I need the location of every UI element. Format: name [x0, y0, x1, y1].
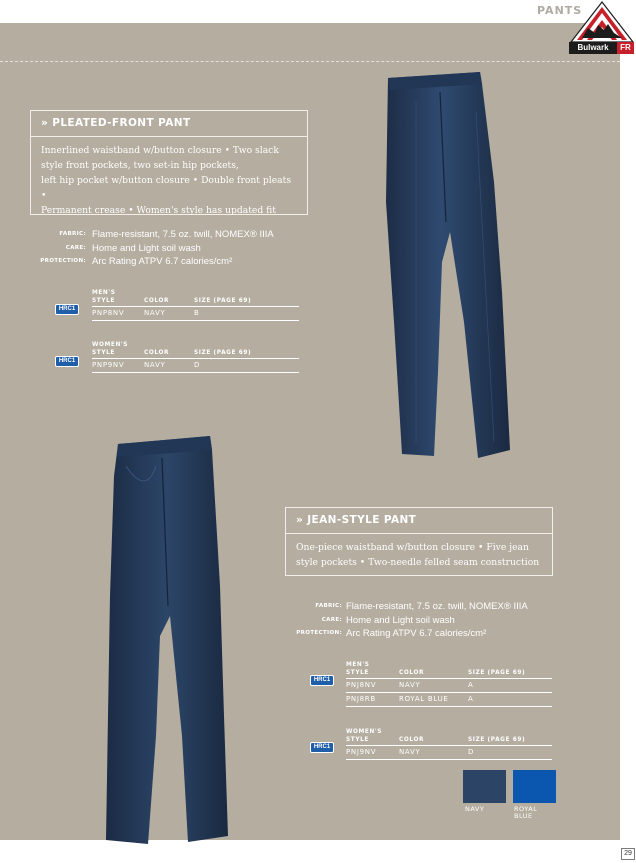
hrc-badge: HRC1 [55, 304, 79, 315]
column-header: STYLE [346, 670, 369, 676]
jean-description [286, 534, 552, 570]
dashed-divider [0, 61, 620, 62]
jean-specs [250, 601, 550, 642]
pleated-title: » PLEATED-FRONT PANT [31, 111, 307, 137]
jean-description-box [285, 507, 553, 576]
jean-title: » JEAN-STYLE PANT [286, 508, 552, 534]
table-header [346, 669, 552, 678]
size-value: D [468, 748, 475, 756]
pleated-mens-table [92, 289, 299, 321]
swatch-label-navy: NAVY [465, 805, 485, 813]
description-line: left hip pocket w/button closure • Double front pleats • [41, 175, 292, 201]
pleated-description [31, 137, 307, 218]
logo-fr-mark: FR [617, 42, 634, 54]
jean-mens-table [346, 661, 552, 707]
pleated-description-box [30, 110, 308, 215]
column-header: SIZE (PAGE 69) [194, 350, 252, 356]
table-group-label: MEN'S [92, 290, 116, 296]
column-header: SIZE (PAGE 69) [468, 670, 526, 676]
jean-pant-image [96, 436, 231, 848]
color-value: NAVY [399, 681, 421, 689]
spec-value: Home and Light soil wash [92, 242, 201, 254]
table-row [346, 745, 552, 760]
spec-label: PROTECTION: [40, 258, 86, 264]
table-group-label: WOMEN'S [346, 729, 383, 735]
color-value: NAVY [144, 361, 166, 369]
style-code: PNJ8NV [346, 681, 377, 689]
style-code: PNJ8RB [346, 695, 376, 703]
spec-label: CARE: [321, 616, 342, 623]
hrc-badge: HRC1 [310, 675, 334, 686]
pleated-womens-table [92, 341, 299, 373]
description-line: style front pockets, two set-in hip pockets, [41, 160, 239, 171]
spec-label: FABRIC: [315, 603, 342, 609]
column-header: COLOR [144, 350, 170, 356]
column-header: COLOR [399, 737, 425, 743]
hrc-badge: HRC1 [55, 356, 79, 367]
style-code: PNP8NV [92, 309, 125, 317]
jean-womens-table [346, 728, 552, 760]
table-row [346, 692, 552, 707]
spec-value: Arc Rating ATPV 6.7 calories/cm² [346, 628, 487, 639]
spec-value: Home and Light soil wash [346, 614, 455, 626]
table-row [346, 678, 552, 692]
spec-label: CARE: [65, 244, 86, 251]
color-value: NAVY [399, 748, 421, 756]
size-value: A [468, 681, 474, 689]
table-group-label: WOMEN'S [92, 342, 129, 348]
column-header: COLOR [399, 670, 425, 676]
table-group-label: MEN'S [346, 662, 370, 668]
logo-brand-word: Bulwark [569, 42, 617, 54]
column-header: COLOR [144, 298, 170, 304]
description-line: style pockets • Two-needle felled seam construction [296, 557, 540, 568]
spec-value: Flame-resistant, 7.5 oz. twill, NOMEX® IIIA [92, 229, 274, 240]
spec-value: Flame-resistant, 7.5 oz. twill, NOMEX® IIIA [346, 601, 528, 612]
section-title: PANTS [537, 4, 583, 17]
color-value: NAVY [144, 309, 166, 317]
table-header [346, 736, 552, 745]
column-header: SIZE (PAGE 69) [468, 737, 526, 743]
column-header: STYLE [92, 350, 115, 356]
color-value: ROYAL BLUE [399, 695, 449, 703]
size-value: B [194, 309, 200, 317]
pleated-specs [0, 229, 300, 270]
hrc-badge: HRC1 [310, 742, 334, 753]
royal-blue-swatch [513, 770, 556, 803]
column-header: STYLE [92, 298, 115, 304]
size-value: A [468, 695, 474, 703]
table-row [92, 358, 299, 373]
spec-label: PROTECTION: [296, 630, 342, 636]
pleated-pant-image [376, 72, 516, 464]
swatch-label-royal-blue: ROYAL BLUE [514, 805, 538, 820]
description-line: Innerlined waistband w/button closure • Two slack [41, 145, 279, 156]
spec-label: FABRIC: [59, 231, 86, 237]
table-header [92, 349, 299, 358]
navy-swatch [463, 770, 506, 803]
description-line: One-piece waistband w/button closure • Five jean [296, 542, 529, 553]
table-header [92, 297, 299, 306]
style-code: PNP9NV [92, 361, 125, 369]
table-row [92, 306, 299, 321]
page-number: 29 [621, 848, 635, 860]
size-value: D [194, 361, 201, 369]
column-header: SIZE (PAGE 69) [194, 298, 252, 304]
description-line: Permanent crease • Women's style has updated fit [41, 205, 276, 216]
spec-value: Arc Rating ATPV 6.7 calories/cm² [92, 256, 233, 267]
column-header: STYLE [346, 737, 369, 743]
style-code: PNJ9NV [346, 748, 377, 756]
